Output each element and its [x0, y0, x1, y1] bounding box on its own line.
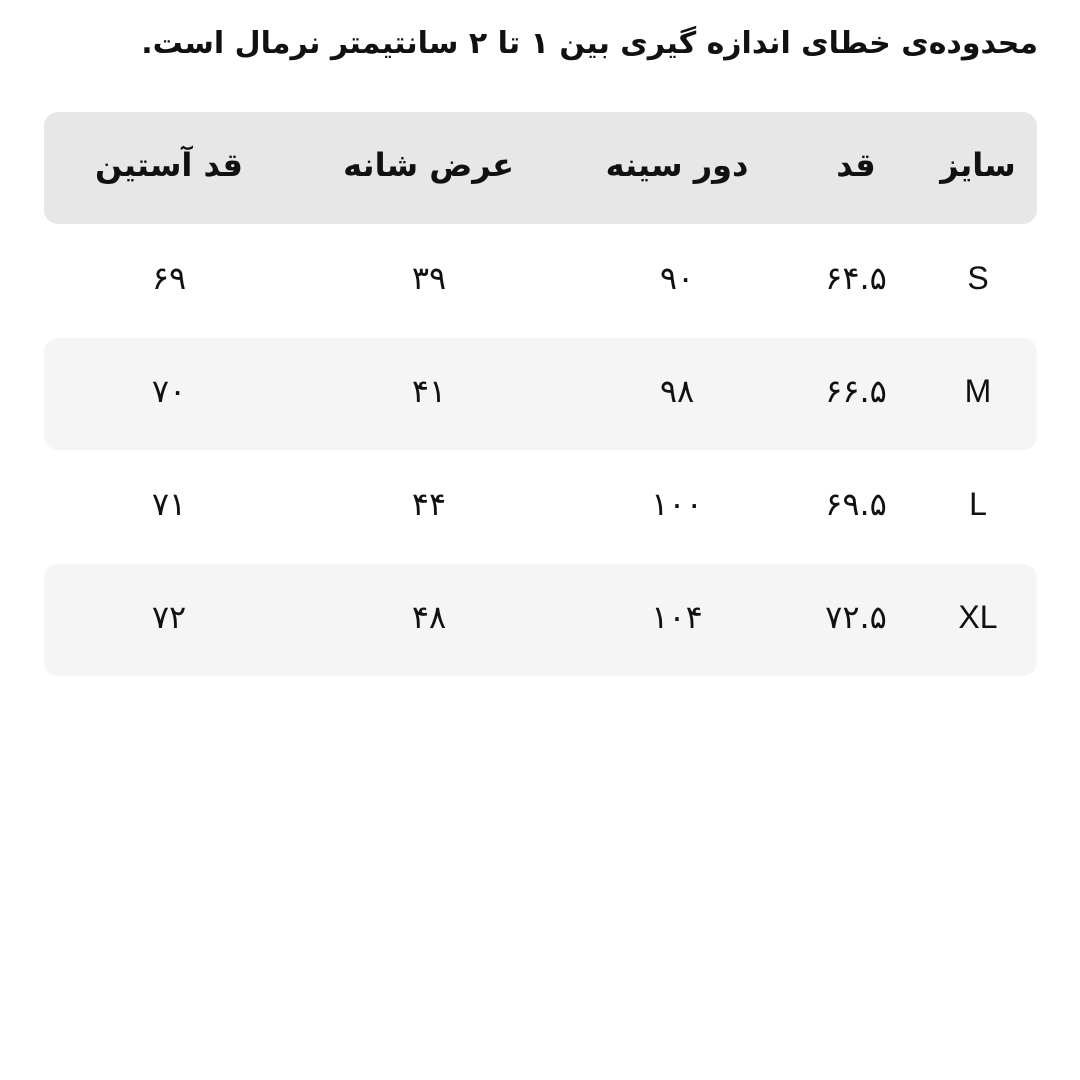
cell-shoulder: ۴۸ — [411, 598, 447, 636]
size-chart-table — [44, 112, 1037, 677]
cell-shoulder: ۴۱ — [411, 372, 447, 410]
cell-length: ۷۲.۵ — [825, 598, 887, 636]
header-size: سایز — [940, 146, 1016, 184]
header-shoulder: عرض شانه — [343, 146, 514, 184]
cell-chest: ۱۰۰ — [651, 485, 703, 523]
cell-size: XL — [958, 599, 998, 635]
cell-size: S — [967, 260, 989, 296]
table-row — [44, 225, 1037, 337]
cell-sleeve: ۶۹ — [151, 259, 187, 297]
cell-sleeve: ۷۰ — [151, 372, 187, 410]
cell-size: M — [964, 373, 992, 409]
cell-chest: ۹۸ — [659, 372, 695, 410]
cell-chest: ۹۰ — [659, 259, 695, 297]
table-row — [44, 338, 1037, 450]
cell-sleeve: ۷۲ — [151, 598, 187, 636]
cell-chest: ۱۰۴ — [651, 598, 703, 636]
cell-length: ۶۴.۵ — [825, 259, 887, 297]
measurement-tolerance-note: محدوده‌ی خطای اندازه گیری بین ۱ تا ۲ سانتیمتر نرمال است. — [141, 26, 1038, 61]
cell-shoulder: ۴۴ — [411, 485, 447, 523]
table-row — [44, 451, 1037, 563]
table-header-row — [44, 112, 1037, 224]
header-chest: دور سینه — [605, 146, 749, 184]
cell-size: L — [969, 486, 987, 522]
cell-sleeve: ۷۱ — [151, 485, 187, 523]
cell-length: ۶۶.۵ — [825, 372, 887, 410]
header-sleeve: قد آستین — [95, 146, 243, 184]
cell-length: ۶۹.۵ — [825, 485, 887, 523]
table-row — [44, 564, 1037, 676]
header-length: قد — [836, 146, 876, 184]
cell-shoulder: ۳۹ — [411, 259, 447, 297]
